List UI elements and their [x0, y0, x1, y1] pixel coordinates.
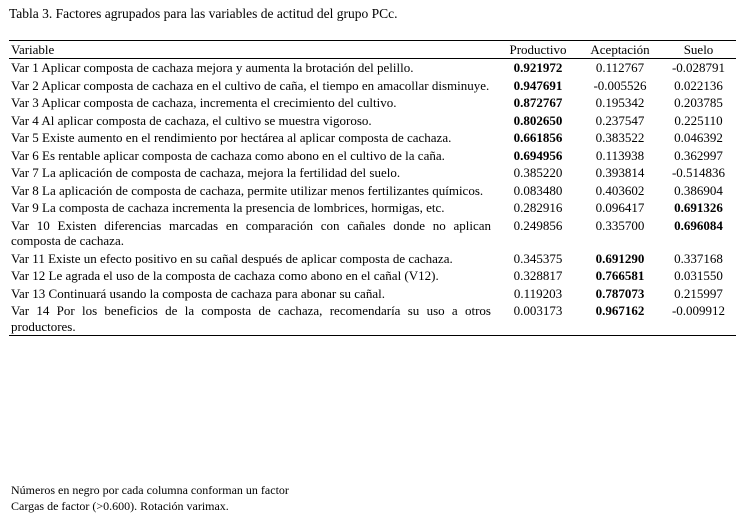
loading-productivo: 0.872767: [513, 95, 563, 110]
table-row: [9, 164, 736, 182]
note-line-2: Cargas de factor (>0.600). Rotación varimax.: [11, 499, 229, 513]
header-variable: Variable: [9, 41, 497, 59]
loading-suelo: 0.362997: [674, 147, 723, 163]
loading-suelo: 0.022136: [674, 77, 723, 93]
loading-aceptacion: 0.383522: [595, 130, 645, 145]
loading-suelo: 0.031550: [674, 268, 723, 283]
variable-description: Var 9 La composta de cachaza incrementa la presencia de lombrices, hormigas, etc.: [11, 200, 445, 215]
loading-aceptacion: 0.766581: [595, 268, 645, 283]
loading-suelo: 0.225110: [674, 112, 723, 128]
loading-suelo: 0.386904: [674, 182, 723, 198]
table-row: [9, 267, 736, 285]
variable-description: Var 1 Aplicar composta de cachaza mejora y aumenta la brotación del pelillo.: [11, 60, 414, 75]
loading-suelo: -0.514836: [671, 165, 726, 180]
loading-productivo: 0.003173: [497, 302, 579, 336]
table-row: [9, 129, 736, 147]
variable-description: Var 12 Le agrada el uso de la composta de cachaza como abono en el cañal (V12).: [11, 268, 439, 283]
loading-aceptacion: 0.335700: [595, 217, 645, 233]
loading-productivo: 0.282916: [513, 200, 563, 215]
table-row: [9, 94, 736, 112]
loading-aceptacion: 0.393814: [595, 165, 645, 180]
loading-suelo: 0.203785: [674, 95, 723, 110]
variable-description: Var 13 Continuará usando la composta de cachaza para abonar su cañal.: [11, 285, 385, 301]
table-row: [9, 217, 736, 250]
variable-description: Var 7 La aplicación de composta de cachaza, mejora la fertilidad del suelo.: [11, 165, 401, 180]
loading-suelo: -0.028791: [671, 60, 726, 75]
loading-aceptacion: 0.787073: [595, 285, 645, 301]
loading-aceptacion: 0.112767: [595, 60, 645, 75]
variable-description: Var 10 Existen diferencias marcadas en comparación con cañales donde no aplican composta de cachaza.: [11, 217, 491, 248]
loading-productivo: 0.947691: [513, 77, 563, 93]
loading-suelo: 0.337168: [674, 250, 723, 266]
loading-productivo: 0.119203: [513, 285, 563, 301]
loading-suelo: -0.009912: [661, 302, 736, 336]
variable-description: Var 11 Existe un efecto positivo en su cañal después de aplicar composta de cachaza.: [11, 250, 453, 266]
loading-suelo: 0.046392: [674, 130, 723, 145]
table-notes: [11, 482, 289, 514]
loading-aceptacion: 0.237547: [595, 112, 645, 128]
loading-productivo: 0.249856: [513, 217, 563, 233]
variable-description: Var 14 Por los beneficios de la composta de cachaza, recomendaría su uso a otros productores.: [9, 302, 497, 336]
variable-description: Var 3 Aplicar composta de cachaza, incrementa el crecimiento del cultivo.: [11, 95, 397, 110]
loading-productivo: 0.345375: [513, 250, 563, 266]
header-row: [9, 41, 736, 59]
table-row: [9, 285, 736, 303]
loading-suelo: 0.215997: [674, 285, 723, 301]
header-productivo: Productivo: [497, 41, 579, 59]
variable-description: Var 2 Aplicar composta de cachaza en el cultivo de caña, el tiempo en amacollar disminuye.: [11, 77, 490, 93]
table-row: [9, 59, 736, 77]
table-row: [9, 147, 736, 165]
variable-description: Var 5 Existe aumento en el rendimiento por hectárea al aplicar composta de cachaza.: [11, 130, 452, 145]
loading-aceptacion: 0.967162: [579, 302, 661, 336]
loading-productivo: 0.802650: [513, 112, 563, 128]
loading-aceptacion: 0.403602: [595, 182, 645, 198]
loading-aceptacion: -0.005526: [593, 77, 647, 93]
loading-productivo: 0.328817: [513, 268, 563, 283]
table-caption: Tabla 3. Factores agrupados para las variables de actitud del grupo PCc.: [9, 6, 398, 21]
loading-productivo: 0.661856: [513, 130, 563, 145]
table-row: [9, 199, 736, 217]
table-row: [9, 182, 736, 200]
loading-aceptacion: 0.691290: [595, 250, 645, 266]
header-suelo: Suelo: [661, 41, 736, 59]
loading-productivo: 0.385220: [513, 165, 563, 180]
loading-productivo: 0.083480: [513, 182, 563, 198]
loading-aceptacion: 0.113938: [595, 147, 645, 163]
factor-table: [9, 40, 736, 336]
table-row: [9, 112, 736, 130]
loading-suelo: 0.696084: [674, 217, 723, 233]
loading-suelo: 0.691326: [674, 200, 723, 215]
loading-productivo: 0.694956: [513, 147, 563, 163]
note-line-1: Números en negro por cada columna conforman un factor: [11, 483, 289, 497]
loading-aceptacion: 0.195342: [595, 95, 645, 110]
loading-aceptacion: 0.096417: [595, 200, 645, 215]
table-row: [9, 302, 736, 336]
variable-description: Var 8 La aplicación de composta de cachaza, permite utilizar menos fertilizantes químicos.: [11, 182, 484, 198]
loading-productivo: 0.921972: [513, 60, 563, 75]
header-aceptacion: Aceptación: [579, 41, 661, 59]
table-row: [9, 250, 736, 268]
variable-description: Var 6 Es rentable aplicar composta de cachaza como abono en el cultivo de la caña.: [11, 147, 445, 163]
table-row: [9, 77, 736, 95]
variable-description: Var 4 Al aplicar composta de cachaza, el cultivo se muestra vigoroso.: [11, 112, 372, 128]
